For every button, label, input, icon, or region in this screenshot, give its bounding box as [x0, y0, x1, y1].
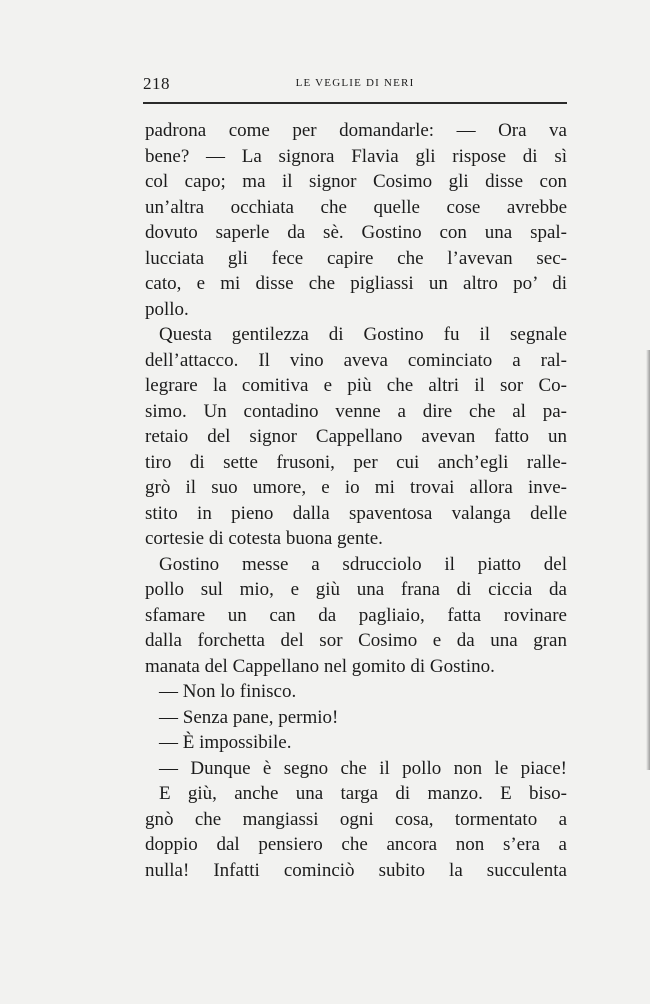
text-line: lucciata gli fece capire che l’avevan sec- — [145, 247, 567, 269]
text-line: bene? — La signora Flavia gli rispose di sì — [145, 145, 567, 167]
text-line: padrona come per domandarle: — Ora va — [145, 120, 567, 141]
text-line: grò il suo umore, e io mi trovai allora inve- — [145, 477, 567, 498]
text-line: col capo; ma il signor Cosimo gli disse con — [145, 171, 567, 192]
text-line: manata del Cappellano nel gomito di Gostino. — [145, 655, 495, 677]
dialog-line: — Senza pane, permio! — [159, 706, 339, 728]
dialog-line: — Non lo finisco. — [159, 681, 297, 702]
text-line: legrare la comitiva e più che altri il sor Co- — [145, 375, 567, 396]
text-line: dell’attacco. Il vino aveva cominciato a ral- — [145, 349, 567, 371]
page-number: 218 — [143, 74, 170, 93]
text-line: pollo. — [145, 298, 189, 320]
dialog-line: — È impossibile. — [159, 732, 292, 753]
text-line: gnò che mangiassi ogni cosa, tormentato a — [145, 808, 567, 830]
text-line: stito in pieno dalla spaventosa valanga delle — [145, 502, 567, 524]
text-line: Questa gentilezza di Gostino fu il segnale — [159, 324, 567, 345]
text-line: cato, e mi disse che pigliassi un altro po’ di — [145, 273, 567, 294]
text-line: dalla forchetta del sor Cosimo e da una gran — [145, 630, 567, 651]
running-title: LE VEGLIE DI NERI — [295, 77, 415, 89]
text-line: E giù, anche una targa di manzo. E biso- — [159, 783, 567, 804]
dialog-line: — Dunque è segno che il pollo non le piace! — [159, 757, 567, 779]
text-line: Gostino messe a sdrucciolo il piatto del — [159, 553, 567, 575]
text-line: simo. Un contadino venne a dire che al pa- — [145, 400, 567, 422]
text-line: doppio dal pensiero che ancora non s’era a — [145, 834, 567, 855]
body-text — [145, 118, 567, 883]
text-line: sfamare un can da pagliaio, fatta rovinare — [145, 604, 567, 626]
text-line: un’altra occhiata che quelle cose avrebbe — [145, 196, 567, 218]
page-header — [143, 68, 567, 104]
text-line: nulla! Infatti cominciò subito la succulenta — [145, 859, 567, 881]
text-line: pollo sul mio, e giù una frana di ciccia da — [145, 579, 567, 600]
text-line: tiro di sette frusoni, per cui anch’egli ralle- — [145, 451, 567, 473]
text-line: cortesie di cotesta buona gente. — [145, 528, 383, 549]
text-line: dovuto saperle da sè. Gostino con una spal- — [145, 222, 567, 243]
page-edge-shadow — [646, 350, 650, 770]
text-line: retaio del signor Cappellano avevan fatto un — [145, 426, 567, 447]
